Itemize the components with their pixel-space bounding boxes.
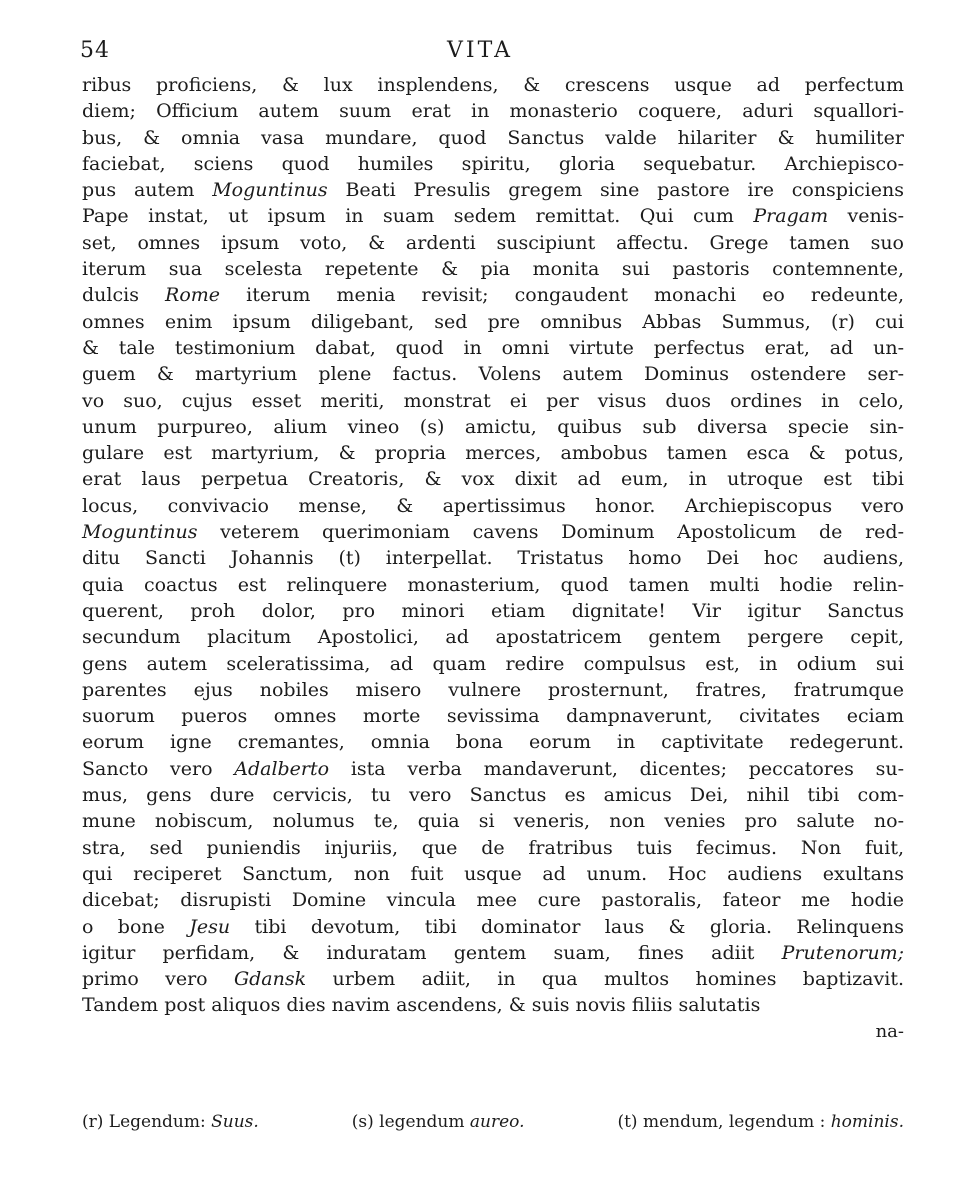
text-line: o bone Jesu tibi devotum, tibi dominator laus & gloria. Relinquens <box>82 915 904 938</box>
text-line: ribus proficiens, & lux insplendens, & crescens usque ad perfectum <box>82 74 904 96</box>
text-line: guem & martyrium plene factus. Volens autem Dominus ostendere ser- <box>82 363 904 386</box>
footnote: (r) Legendum: Suus. <box>82 1112 259 1132</box>
text-line: parentes ejus nobiles misero vulnere prosternunt, fratres, fratrumque <box>82 678 904 701</box>
text-line: faciebat, sciens quod humiles spiritu, gloria sequebatur. Archiepisco- <box>82 152 904 175</box>
running-head: VITA <box>447 38 513 63</box>
text-line: Tandem post aliquos dies navim ascendens, & suis novis filiis salutatis <box>82 994 761 1017</box>
catchword: na- <box>875 1020 904 1042</box>
italic-name: Moguntinus <box>82 521 198 544</box>
text-line: bus, & omnia vasa mundare, quod Sanctus valde hilariter & humiliter <box>82 126 904 149</box>
text-line: diem; Officium autem suum erat in monasterio coquere, aduri squallori- <box>82 100 904 123</box>
text-line: iterum sua scelesta repetente & pia monita sui pastoris contemnente, <box>82 258 904 281</box>
footnotes <box>82 1112 904 1132</box>
text-line: Sancto vero Adalberto ista verba mandaverunt, dicentes; peccatores su- <box>82 757 904 780</box>
text-line: vo suo, cujus esset meriti, monstrat ei per visus duos ordines in celo, <box>82 389 904 412</box>
italic-name: Pragam <box>753 205 829 228</box>
text-line: dicebat; disrupisti Domine vincula mee cure pastoralis, fateor me hodie <box>82 889 904 912</box>
italic-name: Jesu <box>189 915 231 938</box>
page-number: 54 <box>80 38 110 63</box>
text-line: locus, convivacio mense, & apertissimus honor. Archiepiscopus vero <box>82 494 904 517</box>
text-line: stra, sed puniendis injuriis, que de fratribus tuis fecimus. Non fuit, <box>82 836 904 859</box>
italic-name: Adalberto <box>234 757 330 780</box>
text-line: & tale testimonium dabat, quod in omni virtute perfectus erat, ad un- <box>82 336 904 359</box>
text-line: omnes enim ipsum diligebant, sed pre omnibus Abbas Summus, (r) cui <box>82 310 904 333</box>
text-line: suorum pueros omnes morte sevissima dampnaverunt, civitates eciam <box>82 705 904 728</box>
text-line: Pape instat, ut ipsum in suam sedem remittat. Qui cum Pragam venis- <box>82 205 904 228</box>
footnote: (s) legendum aureo. <box>351 1112 525 1132</box>
italic-name: Rome <box>165 284 221 307</box>
text-line: gens autem sceleratissima, ad quam redire compulsus est, in odium sui <box>82 652 904 675</box>
text-line: primo vero Gdansk urbem adiit, in qua multos homines baptizavit. <box>82 968 904 991</box>
body-text <box>82 72 904 1045</box>
footnote-reading: aureo. <box>469 1112 525 1132</box>
italic-name: Gdansk <box>233 968 307 991</box>
footnote-reading: hominis. <box>830 1112 904 1132</box>
text-line: unum purpureo, alium vineo (s) amictu, quibus sub diversa specie sin- <box>82 415 904 438</box>
italic-name: Moguntinus <box>212 179 328 202</box>
footnote: (t) mendum, legendum : hominis. <box>617 1112 904 1132</box>
text-line: secundum placitum Apostolici, ad apostatricem gentem pergere cepit, <box>82 626 904 649</box>
footnote-reading: Suus. <box>211 1112 259 1132</box>
text-line: dulcis Rome iterum menia revisit; congaudent monachi eo redeunte, <box>82 284 905 307</box>
italic-name: Prutenorum; <box>781 941 904 964</box>
text-line: pus autem Moguntinus Beati Presulis gregem sine pastore ire conspiciens <box>82 179 904 202</box>
text-line: mus, gens dure cervicis, tu vero Sanctus es amicus Dei, nihil tibi com- <box>82 784 904 807</box>
text-line: Moguntinus veterem querimoniam cavens Dominum Apostolicum de red- <box>82 521 904 544</box>
text-line: gulare est martyrium, & propria merces, ambobus tamen esca & potus, <box>82 442 904 465</box>
text-line: eorum igne cremantes, omnia bona eorum in captivitate redegerunt. <box>82 731 904 754</box>
text-line: igitur perfidam, & induratam gentem suam, fines adiit Prutenorum; <box>82 941 904 964</box>
text-line: ditu Sancti Johannis (t) interpellat. Tristatus homo Dei hoc audiens, <box>82 547 904 570</box>
text-line: erat laus perpetua Creatoris, & vox dixit ad eum, in utroque est tibi <box>82 468 904 491</box>
text-line: qui reciperet Sanctum, non fuit usque ad unum. Hoc audiens exultans <box>82 862 904 885</box>
text-line: querent, proh dolor, pro minori etiam dignitate! Vir igitur Sanctus <box>82 599 904 622</box>
text-line: set, omnes ipsum voto, & ardenti suscipiunt affectu. Grege tamen suo <box>82 231 904 254</box>
text-line: quia coactus est relinquere monasterium, quod tamen multi hodie relin- <box>82 573 904 596</box>
text-line: mune nobiscum, nolumus te, quia si veneris, non venies pro salute no- <box>82 810 904 833</box>
